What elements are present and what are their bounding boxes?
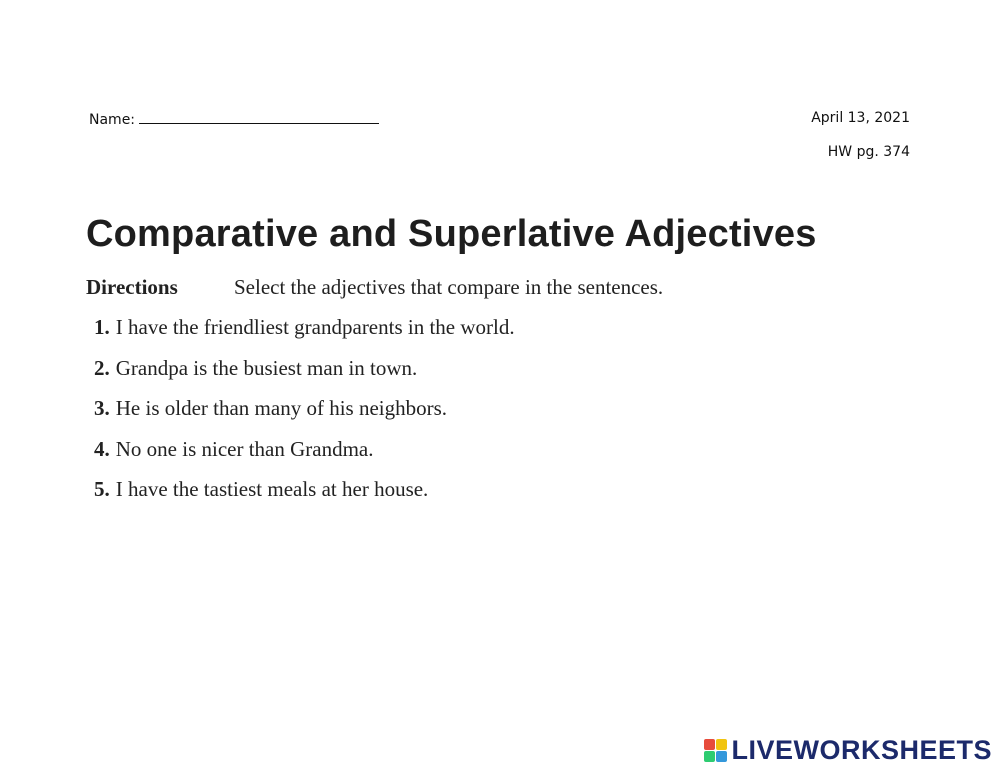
sentence-item: [94, 315, 515, 356]
sentence-item: [94, 437, 515, 478]
sentence-list: [94, 315, 515, 518]
directions: [86, 275, 663, 300]
sentence-item: [94, 356, 515, 397]
logo-tile-blue: [716, 751, 727, 762]
sentence-number: 4.: [94, 436, 110, 461]
sentence-number: 3.: [94, 396, 110, 420]
sentence-item: [94, 396, 515, 437]
logo-tile-green: [704, 751, 715, 762]
sentence-text[interactable]: Grandpa is the busiest man in town.: [115, 355, 418, 380]
sentence-text[interactable]: I have the tastiest meals at her house.: [115, 477, 429, 501]
directions-text: Select the adjectives that compare in the sentences.: [234, 275, 664, 299]
sentence-number: 5.: [94, 477, 110, 501]
name-field-label: [89, 110, 379, 128]
name-label: Name:: [89, 112, 136, 128]
worksheet-title: Comparative and Superlative Adjectives: [86, 213, 817, 255]
sentence-item: [94, 477, 515, 518]
sentence-text[interactable]: He is older than many of his neighbors.: [115, 396, 448, 420]
sentence-text[interactable]: No one is nicer than Grandma.: [115, 436, 374, 461]
sentence-number: 1.: [94, 315, 110, 339]
liveworksheets-logo-icon: [704, 739, 727, 762]
sentence-number: 2.: [94, 355, 110, 380]
homework-page-text: HW pg. 374: [827, 144, 910, 160]
directions-label: Directions: [86, 275, 178, 299]
date-text: April 13, 2021: [811, 110, 910, 126]
liveworksheets-brand: [704, 735, 992, 766]
name-blank-line[interactable]: [139, 110, 379, 124]
sentence-text[interactable]: I have the friendliest grandparents in the world.: [115, 315, 515, 339]
logo-tile-yellow: [716, 739, 727, 750]
logo-tile-red: [704, 739, 715, 750]
brand-wordmark: LIVEWORKSHEETS: [731, 735, 992, 765]
